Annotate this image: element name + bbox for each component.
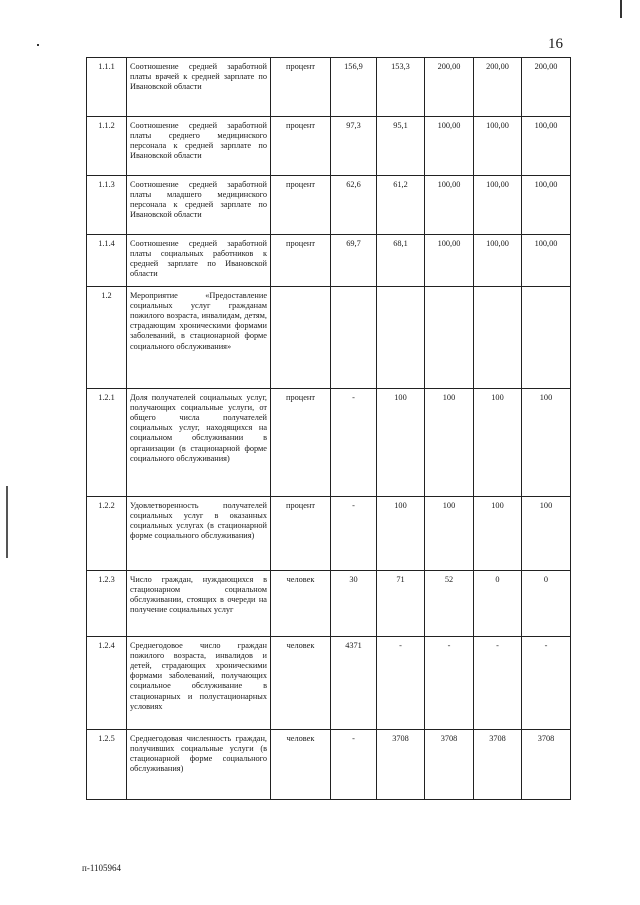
row-number: 1.2.1 — [87, 389, 127, 497]
table-row — [87, 497, 571, 571]
value-cell: 95,1 — [377, 117, 425, 176]
scan-mark-bar-left — [6, 486, 8, 558]
value-cell: 100 — [377, 497, 425, 571]
table-row — [87, 287, 571, 389]
unit-cell: процент — [271, 58, 331, 117]
table-row — [87, 571, 571, 637]
value-cell — [522, 287, 571, 389]
value-cell: 100 — [377, 389, 425, 497]
value-cell: 156,9 — [331, 58, 377, 117]
row-number: 1.1.2 — [87, 117, 127, 176]
value-cell: 3708 — [377, 730, 425, 800]
value-cell: 4371 — [331, 637, 377, 730]
value-cell — [425, 287, 474, 389]
value-cell: 200,00 — [522, 58, 571, 117]
value-cell: - — [331, 389, 377, 497]
value-cell: 100 — [425, 497, 474, 571]
scan-mark-dot — [37, 44, 39, 46]
row-number: 1.2.4 — [87, 637, 127, 730]
indicator-name: Среднегодовая численность граждан, получивших социальные услуги (в стационарной форме социального обслуживания) — [127, 730, 271, 800]
table-row — [87, 730, 571, 800]
value-cell: 100,00 — [474, 117, 522, 176]
value-cell — [474, 287, 522, 389]
row-number: 1.2.5 — [87, 730, 127, 800]
unit-cell: процент — [271, 235, 331, 287]
value-cell: 100 — [522, 497, 571, 571]
value-cell: 69,7 — [331, 235, 377, 287]
value-cell: 100,00 — [474, 235, 522, 287]
page-number: 16 — [548, 36, 563, 52]
indicator-name: Доля получателей социальных услуг, получающих социальные услуги, от общего числа получателей социальных услуг, находящихся на социальном обслуживании в организации (в стационарной форме социального обслуживания) — [127, 389, 271, 497]
table-row — [87, 637, 571, 730]
unit-cell — [271, 287, 331, 389]
unit-cell: процент — [271, 176, 331, 235]
unit-cell: процент — [271, 117, 331, 176]
value-cell: 52 — [425, 571, 474, 637]
row-number: 1.1.3 — [87, 176, 127, 235]
document-code: п-1105964 — [82, 863, 121, 873]
value-cell: - — [522, 637, 571, 730]
value-cell: 0 — [522, 571, 571, 637]
indicator-name: Удовлетворенность получателей социальных услуг в оказанных социальных услугах (в стационарной форме социального обслуживания) — [127, 497, 271, 571]
indicator-name: Соотношение средней заработной платы среднего медицинского персонала к средней зарплате по Ивановской области — [127, 117, 271, 176]
value-cell: 100 — [425, 389, 474, 497]
value-cell: 0 — [474, 571, 522, 637]
row-number: 1.2 — [87, 287, 127, 389]
value-cell: 100,00 — [522, 117, 571, 176]
table-row — [87, 117, 571, 176]
unit-cell: человек — [271, 730, 331, 800]
value-cell: 3708 — [425, 730, 474, 800]
value-cell: 61,2 — [377, 176, 425, 235]
value-cell: 100,00 — [522, 176, 571, 235]
table-row — [87, 176, 571, 235]
unit-cell: процент — [271, 389, 331, 497]
value-cell: 100,00 — [425, 176, 474, 235]
value-cell: 3708 — [522, 730, 571, 800]
row-number: 1.2.2 — [87, 497, 127, 571]
value-cell: - — [474, 637, 522, 730]
value-cell: - — [331, 730, 377, 800]
value-cell: 100 — [474, 497, 522, 571]
value-cell: 71 — [377, 571, 425, 637]
table-row — [87, 58, 571, 117]
indicator-name: Соотношение средней заработной платы врачей к средней зарплате по Ивановской области — [127, 58, 271, 117]
value-cell — [377, 287, 425, 389]
value-cell: 153,3 — [377, 58, 425, 117]
indicator-name: Мероприятие «Предоставление социальных услуг гражданам пожилого возраста, инвалидам, детям, страдающим хроническими формами заболеваний, в стационарной форме социального обслуживания» — [127, 287, 271, 389]
value-cell: 100 — [522, 389, 571, 497]
unit-cell: человек — [271, 571, 331, 637]
row-number: 1.1.4 — [87, 235, 127, 287]
indicators-table — [86, 57, 571, 800]
value-cell: 30 — [331, 571, 377, 637]
scan-mark-bar-right — [620, 0, 622, 18]
table-body — [87, 58, 571, 800]
unit-cell: процент — [271, 497, 331, 571]
row-number: 1.1.1 — [87, 58, 127, 117]
row-number: 1.2.3 — [87, 571, 127, 637]
value-cell: - — [331, 497, 377, 571]
value-cell: 68,1 — [377, 235, 425, 287]
value-cell: 3708 — [474, 730, 522, 800]
value-cell: 62,6 — [331, 176, 377, 235]
value-cell — [331, 287, 377, 389]
indicator-name: Соотношение средней заработной платы младшего медицинского персонала к средней зарплате по Ивановской области — [127, 176, 271, 235]
value-cell: 97,3 — [331, 117, 377, 176]
value-cell: 100,00 — [522, 235, 571, 287]
indicator-name: Число граждан, нуждающихся в стационарном социальном обслуживании, стоящих в очереди на получение социальных услуг — [127, 571, 271, 637]
value-cell: 100,00 — [425, 235, 474, 287]
value-cell: 100 — [474, 389, 522, 497]
table-row — [87, 235, 571, 287]
indicator-name: Среднегодовое число граждан пожилого возраста, инвалидов и детей, страдающих хроническими формами заболеваний, получающих социальное обслуживание в стационарных и полустационарных условиях — [127, 637, 271, 730]
indicator-name: Соотношение средней заработной платы социальных работников к средней зарплате по Ивановской области — [127, 235, 271, 287]
value-cell: 100,00 — [474, 176, 522, 235]
value-cell: 200,00 — [474, 58, 522, 117]
value-cell: 100,00 — [425, 117, 474, 176]
value-cell: - — [377, 637, 425, 730]
unit-cell: человек — [271, 637, 331, 730]
table-row — [87, 389, 571, 497]
value-cell: 200,00 — [425, 58, 474, 117]
value-cell: - — [425, 637, 474, 730]
